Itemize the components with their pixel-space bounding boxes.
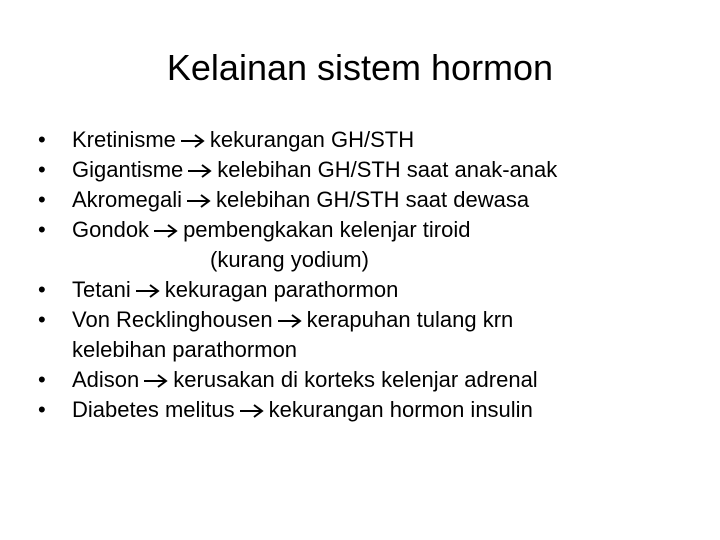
item-term: Von Recklinghousen [72,307,273,332]
item-desc: pembengkakan kelenjar tiroid [183,217,471,242]
bullet-icon: • [38,217,46,242]
item-desc: kelebihan GH/STH saat dewasa [216,187,530,212]
right-arrow-icon [186,194,212,208]
right-arrow-icon [187,164,213,178]
list-item [38,155,698,185]
bullet-list [38,125,698,425]
item-term: Diabetes melitus [72,397,235,422]
right-arrow-icon [153,224,179,238]
list-item [38,275,698,305]
bullet-icon: • [38,367,46,392]
item-desc: kekuragan parathormon [164,277,399,302]
item-term: Akromegali [72,187,183,212]
bullet-icon: • [38,397,46,422]
item-desc: kekurangan hormon insulin [268,397,533,422]
bullet-icon: • [38,307,46,332]
list-item [38,305,698,365]
list-item [38,185,698,215]
item-term: Kretinisme [72,127,176,152]
item-desc: kerusakan di korteks kelenjar adrenal [173,367,538,392]
item-continuation: kelebihan parathormon [72,337,298,362]
item-term: Gondok [72,217,150,242]
list-item [38,365,698,395]
item-term: Tetani [72,277,131,302]
bullet-icon: • [38,187,46,212]
item-term: Adison [72,367,140,392]
right-arrow-icon [180,134,206,148]
list-item [38,215,698,275]
item-continuation: (kurang yodium) [210,247,369,272]
list-item [38,395,698,425]
right-arrow-icon [239,404,265,418]
item-desc: kelebihan GH/STH saat anak-anak [217,157,558,182]
right-arrow-icon [143,374,169,388]
bullet-icon: • [38,157,46,182]
bullet-icon: • [38,127,46,152]
slide-title: Kelainan sistem hormon [166,47,554,88]
right-arrow-icon [135,284,161,298]
item-term: Gigantisme [72,157,184,182]
item-desc: kerapuhan tulang krn [306,307,514,332]
item-desc: kekurangan GH/STH [209,127,415,152]
right-arrow-icon [277,314,303,328]
list-item [38,125,698,155]
bullet-icon: • [38,277,46,302]
